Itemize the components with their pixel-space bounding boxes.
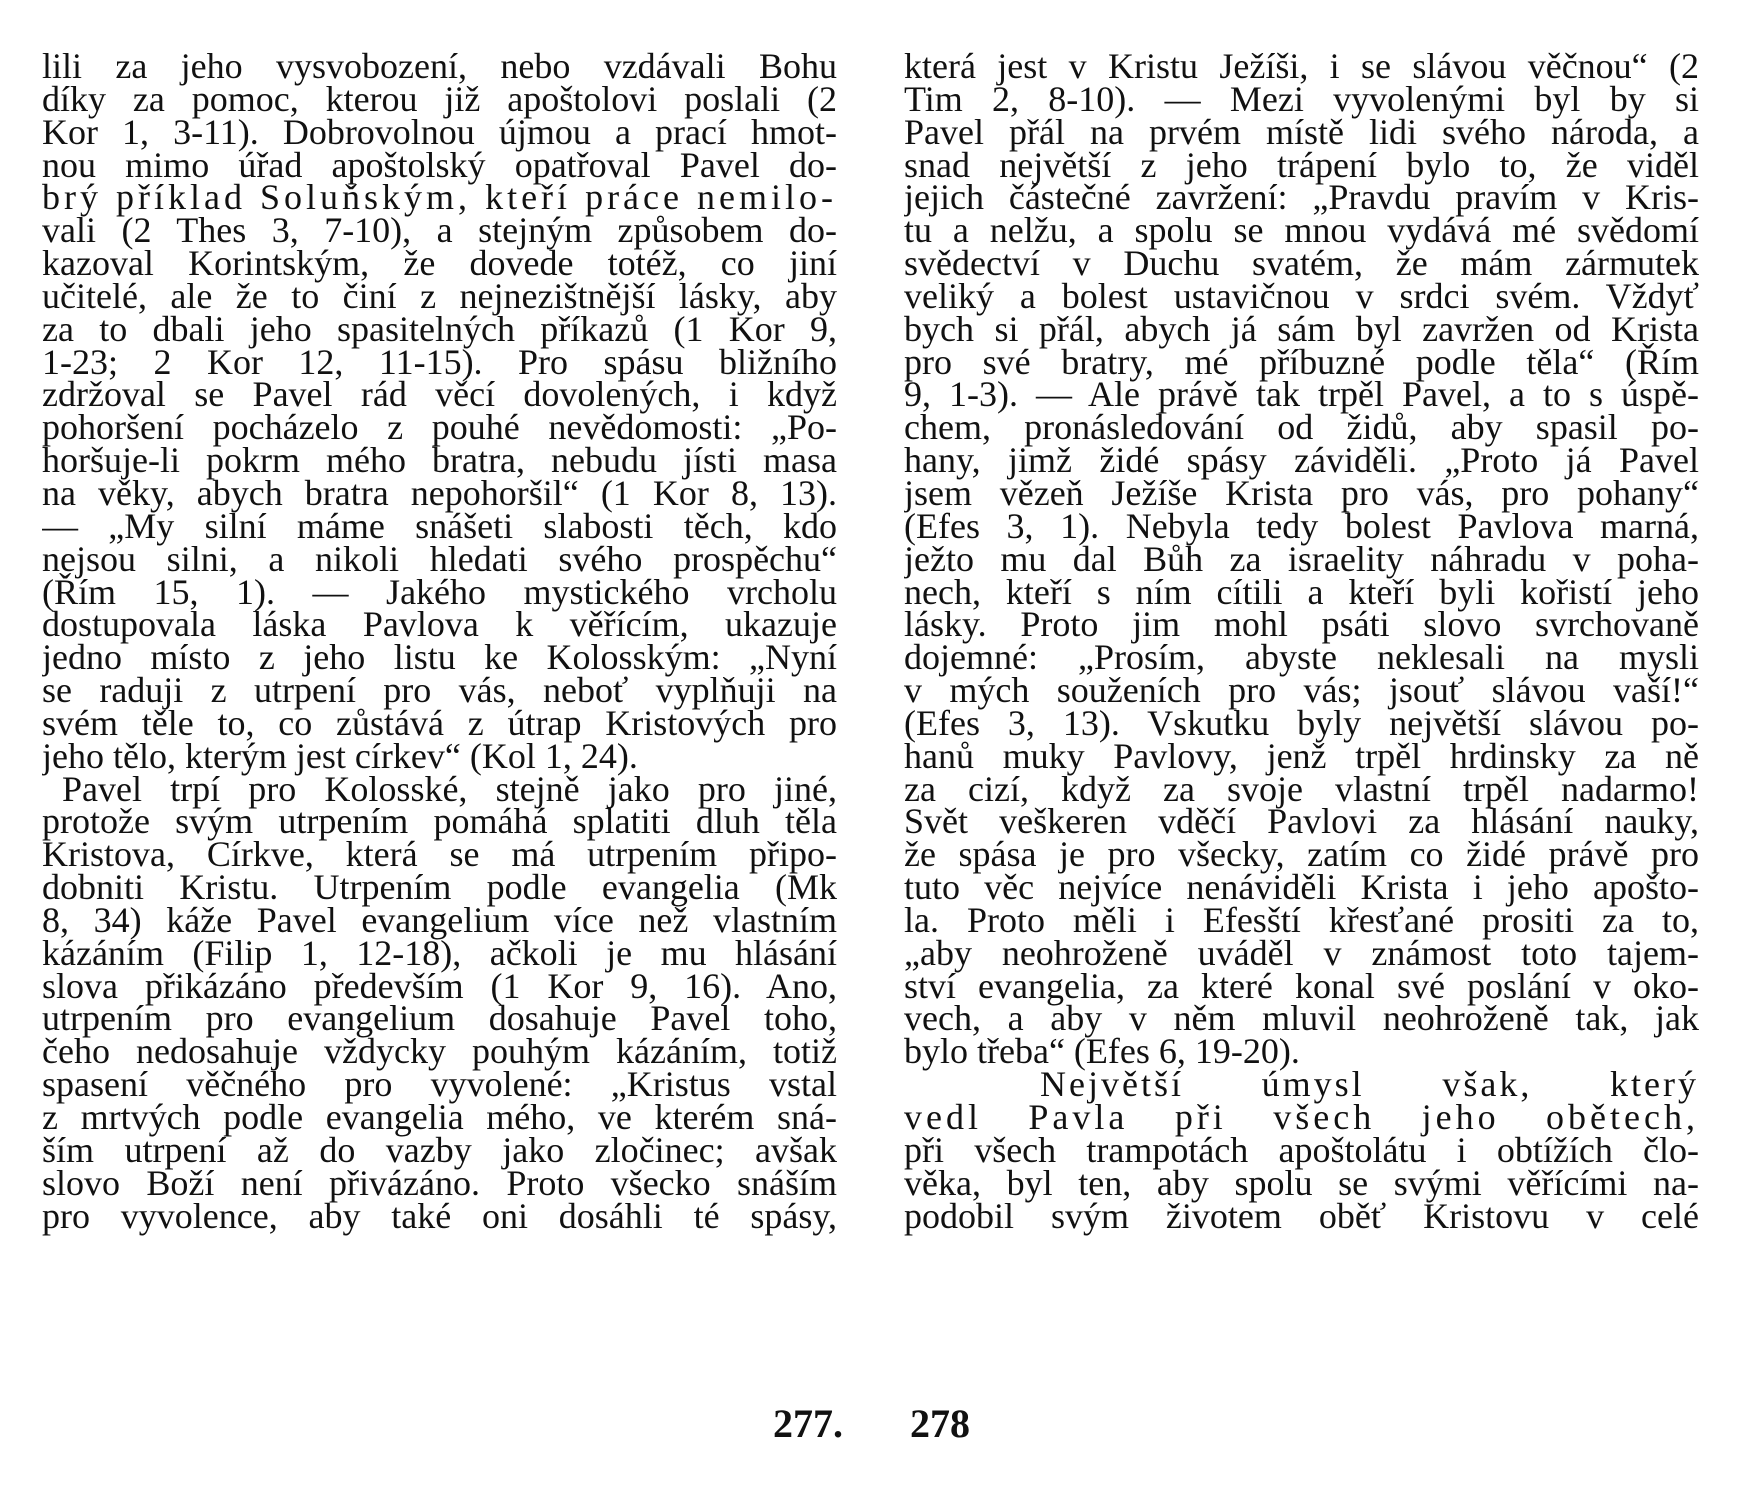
page-number-right: 278 [910,1401,970,1446]
text-line: utrpením pro evangelium dosahuje Pavel toho, [42,998,837,1039]
text-line: kazoval Korintským, že dovede totéž, co jiní [42,243,837,284]
text-line: hanů muky Pavlovy, jenž trpěl hrdinsky za ně [904,735,1699,776]
text-line: že spása je pro všecky, zatím co židé právě pro [904,834,1699,875]
text-line: jejich částečné zavržení: „Pravdu pravím v Kris- [904,177,1699,218]
text-line: jedno místo z jeho listu ke Kolosským: „Nyní [42,637,837,678]
text-line: (Efes 3, 13). Vskutku byly největší slávou po- [904,702,1699,743]
text-line: — „My silní máme snášeti slabosti těch, kdo [42,505,837,546]
text-line: dobniti Kristu. Utrpením podle evangelia (Mk [42,867,837,908]
text-line: la. Proto měli i Efesští křesťané prositi za to, [904,899,1699,940]
text-line: 9, 1-3). — Ale právě tak trpěl Pavel, a to s úspě- [904,374,1699,415]
text-line: Pavel přál na prvém místě lidi svého národa, a [904,111,1699,152]
text-line: svědectví v Duchu svatém, že mám zármutek [904,243,1699,284]
text-line: (Řím 15, 1). — Jakého mystického vrcholu [42,571,837,612]
text-line: dojemné: „Prosím, abyste neklesali na mysli [904,637,1699,678]
text-line: věka, byl ten, aby spolu se svými věřícími na- [904,1162,1699,1203]
text-line: Největší úmysl však, který [1040,1064,1699,1105]
text-line: jsem vězeň Ježíše Krista pro vás, pro pohany“ [904,472,1699,513]
text-line: svém těle to, co zůstává z útrap Kristových pro [42,702,837,743]
text-line: za cizí, když za svoje vlastní trpěl nadarmo! [904,768,1699,809]
text-line: čeho nedosahuje vždycky pouhým kázáním, totiž [42,1031,837,1072]
text-line: Pavel trpí pro Kolosské, stejně jako pro jiné, [62,768,837,809]
text-line: lásky. Proto jim mohl psáti slovo svrchovaně [904,604,1699,645]
page-number-left: 277. [773,1401,843,1446]
text-line: veliký a bolest ustavičnou v srdci svém. Vždyť [904,275,1699,316]
text-line: Tim 2, 8-10). — Mezi vyvolenými byl by si [904,78,1699,119]
text-line: Svět veškeren vděčí Pavlovi za hlásání nauky, [904,801,1699,842]
text-line: vech, a aby v něm mluvil neohroženě tak, jak [904,998,1699,1039]
text-line: vali (2 Thes 3, 7-10), a stejným způsobem do- [42,210,837,251]
text-line: slova přikázáno především (1 Kor 9, 16). Ano, [42,965,837,1006]
text-line: nou mimo úřad apoštolský opatřoval Pavel do- [42,144,837,185]
text-line: Kor 1, 3-11). Dobrovolnou újmou a prací hmot- [42,111,837,152]
text-line: v mých souženích pro vás; jsouť slávou vaší!“ [904,670,1699,711]
text-line: na věky, abych bratra nepohoršil“ (1 Kor 8, 13). [42,472,837,513]
text-line: vedl Pavla při všech jeho obětech, [904,1097,1699,1137]
text-line: 1-23; 2 Kor 12, 11-15). Pro spásu bližního [42,341,837,382]
left-page-text [42,50,837,1380]
text-line: lili za jeho vysvobození, nebo vzdávali Bohu [42,50,837,86]
text-line: díky za pomoc, kterou již apoštolovi poslali (2 [42,78,837,119]
text-line: jeho tělo, kterým jest církev“ (Kol 1, 24). [42,735,638,776]
text-line: z mrtvých podle evangelia mého, ve kterém sná- [42,1097,837,1137]
text-line: ství evangelia, za které konal své poslání v oko- [904,965,1699,1006]
text-line: bych si přál, abych já sám byl zavržen od Krista [904,308,1699,349]
text-line: pohoršení pocházelo z pouhé nevědomosti: „Po- [42,407,837,448]
text-line: tuto věc nejvíce nenáviděli Krista i jeho apošto- [904,867,1699,908]
text-line: nejsou silni, a nikoli hledati svého prospěchu“ [42,538,837,579]
text-line: „aby neohroženě uváděl v známost toto tajem- [904,932,1699,973]
text-line: protože svým utrpením pomáhá splatiti dluh těla [42,801,837,842]
text-line: za to dbali jeho spasitelných příkazů (1 Kor 9, [42,308,837,349]
text-line: horšuje-li pokrm mého bratra, nebudu jísti masa [42,440,837,481]
text-line: spasení věčného pro vyvolené: „Kristus vstal [42,1064,837,1105]
text-line: slovo Boží není přivázáno. Proto všecko snáším [42,1162,837,1203]
text-line: podobil svým životem oběť Kristovu v celé [904,1195,1699,1236]
text-line: chem, pronásledování od židů, aby spasil po- [904,407,1699,448]
text-line: zdržoval se Pavel rád věcí dovolených, i když [42,374,837,415]
text-line: pro své bratry, mé příbuzné podle těla“ (Řím [904,341,1699,382]
text-line: hany, jimž židé spásy záviděli. „Proto já Pavel [904,440,1699,481]
text-line: tu a nelžu, a spolu se mnou vydává mé svědomí [904,210,1699,251]
text-line: 8, 34) káže Pavel evangelium více než vlastním [42,899,837,940]
text-line: pro vyvolence, aby také oni dosáhli té spásy, [42,1195,837,1236]
right-page-text [904,50,1699,1380]
text-line: bylo třeba“ (Efes 6, 19-20). [904,1031,1300,1072]
text-line: se raduji z utrpení pro vás, neboť vyplňuji na [42,670,837,711]
text-line: učitelé, ale že to činí z nejnezištnější lásky, aby [42,275,837,316]
text-line: (Efes 3, 1). Nebyla tedy bolest Pavlova marná, [904,505,1699,546]
text-line: ším utrpení až do vazby jako zločinec; avšak [42,1129,837,1170]
text-line: brý příklad Soluňským, kteří práce nemilo- [42,177,837,218]
text-line: Kristova, Církve, která se má utrpením připo- [42,834,837,875]
text-line: která jest v Kristu Ježíši, i se slávou věčnou“ (2 [904,50,1699,86]
text-line: snad největší z jeho trápení bylo to, že viděl [904,144,1699,185]
text-line: při všech trampotách apoštolátu i obtížích člo- [904,1129,1699,1170]
text-line: nech, kteří s ním cítili a kteří byli kořistí jeho [904,571,1699,612]
text-line: dostupovala láska Pavlova k věřícím, ukazuje [42,604,837,645]
text-line: ježto mu dal Bůh za israelity náhradu v poha- [904,538,1699,579]
text-line: kázáním (Filip 1, 12-18), ačkoli je mu hlásání [42,932,837,973]
